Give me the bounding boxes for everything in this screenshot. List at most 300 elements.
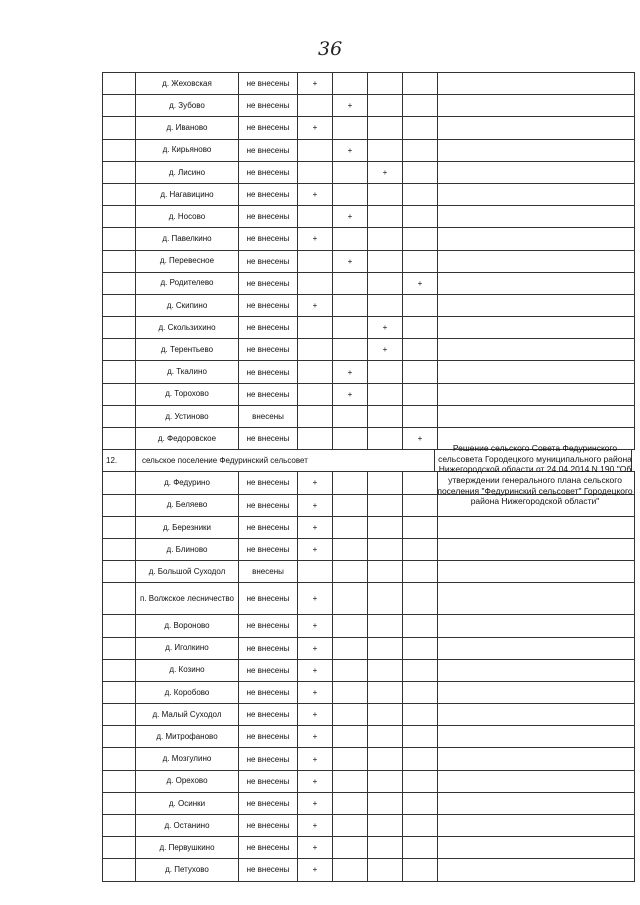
- document-cell: [437, 206, 635, 227]
- settlement-name: д. Орехово: [135, 771, 238, 792]
- row-number-cell: [102, 748, 135, 769]
- row-number-cell: [102, 95, 135, 116]
- document-cell: [437, 726, 635, 747]
- mark-cell: [297, 384, 332, 405]
- table-row: [102, 660, 635, 682]
- status-cell: не внесены: [238, 748, 297, 769]
- document-cell: [437, 73, 635, 94]
- row-number-cell: [102, 339, 135, 360]
- mark-cell: +: [297, 859, 332, 880]
- mark-cell: [402, 704, 437, 725]
- mark-cell: [297, 339, 332, 360]
- page-number: 36: [318, 38, 343, 60]
- mark-cell: [402, 771, 437, 792]
- row-number-cell: [102, 384, 135, 405]
- document-cell: [437, 95, 635, 116]
- document-cell: [437, 317, 635, 338]
- mark-cell: [367, 793, 402, 814]
- mark-cell: [367, 815, 402, 836]
- row-number-cell: [102, 228, 135, 249]
- mark-cell: +: [297, 583, 332, 614]
- settlement-name: д. Вороново: [135, 615, 238, 636]
- status-cell: не внесены: [238, 837, 297, 858]
- mark-cell: [332, 561, 367, 582]
- mark-cell: +: [332, 384, 367, 405]
- mark-cell: [332, 472, 367, 493]
- mark-cell: [367, 228, 402, 249]
- settlement-name: д. Терентьево: [135, 339, 238, 360]
- row-number-cell: [102, 815, 135, 836]
- mark-cell: [332, 704, 367, 725]
- mark-cell: +: [297, 748, 332, 769]
- row-number-cell: [102, 539, 135, 560]
- mark-cell: [297, 273, 332, 294]
- settlement-name: д. Первушкино: [135, 837, 238, 858]
- mark-cell: [367, 140, 402, 161]
- status-cell: не внесены: [238, 251, 297, 272]
- settlement-name: д. Родителево: [135, 273, 238, 294]
- status-cell: не внесены: [238, 140, 297, 161]
- mark-cell: [402, 815, 437, 836]
- table-row: [102, 73, 635, 95]
- settlement-name: д. Лисино: [135, 162, 238, 183]
- settlement-name: д. Коробово: [135, 682, 238, 703]
- document-cell: [437, 117, 635, 138]
- row-number-cell: [102, 273, 135, 294]
- mark-cell: [367, 539, 402, 560]
- mark-cell: +: [297, 517, 332, 538]
- mark-cell: [367, 748, 402, 769]
- row-number-cell: [102, 406, 135, 427]
- mark-cell: [402, 793, 437, 814]
- settlement-name: д. Федоровское: [135, 428, 238, 449]
- mark-cell: +: [402, 428, 437, 449]
- row-number-cell: [102, 251, 135, 272]
- mark-cell: [332, 682, 367, 703]
- mark-cell: +: [297, 815, 332, 836]
- table-row: [102, 748, 635, 770]
- mark-cell: [297, 317, 332, 338]
- mark-cell: [367, 561, 402, 582]
- row-number-cell: [102, 317, 135, 338]
- table-row: [102, 251, 635, 273]
- settlement-name: д. Иваново: [135, 117, 238, 138]
- settlement-name: д. Скользихино: [135, 317, 238, 338]
- document-cell: [437, 704, 635, 725]
- status-cell: не внесены: [238, 184, 297, 205]
- mark-cell: [367, 95, 402, 116]
- section-number: 12.: [102, 450, 135, 471]
- row-number-cell: [102, 561, 135, 582]
- settlement-name: д. Скипино: [135, 295, 238, 316]
- table-row: [102, 140, 635, 162]
- mark-cell: [402, 837, 437, 858]
- settlement-name: д. Павелкино: [135, 228, 238, 249]
- document-cell: [437, 660, 635, 681]
- mark-cell: [367, 184, 402, 205]
- table-row: [102, 406, 635, 428]
- mark-cell: [332, 859, 367, 880]
- mark-cell: [402, 117, 437, 138]
- mark-cell: [332, 273, 367, 294]
- table-row: [102, 815, 635, 837]
- mark-cell: [402, 361, 437, 382]
- mark-cell: [332, 638, 367, 659]
- table-row: [102, 295, 635, 317]
- status-cell: не внесены: [238, 295, 297, 316]
- document-cell: [437, 859, 635, 880]
- status-cell: внесены: [238, 406, 297, 427]
- mark-cell: +: [297, 793, 332, 814]
- mark-cell: [367, 638, 402, 659]
- settlement-name: д. Перевесное: [135, 251, 238, 272]
- mark-cell: [297, 251, 332, 272]
- row-number-cell: [102, 726, 135, 747]
- row-number-cell: [102, 184, 135, 205]
- table-row: [102, 206, 635, 228]
- settlement-name: д. Большой Суходол: [135, 561, 238, 582]
- mark-cell: [367, 615, 402, 636]
- status-cell: не внесены: [238, 73, 297, 94]
- row-number-cell: [102, 517, 135, 538]
- status-cell: не внесены: [238, 317, 297, 338]
- table-row: [102, 117, 635, 139]
- status-cell: не внесены: [238, 206, 297, 227]
- mark-cell: [402, 859, 437, 880]
- mark-cell: [402, 206, 437, 227]
- row-number-cell: [102, 793, 135, 814]
- document-cell: [437, 517, 635, 538]
- row-number-cell: [102, 162, 135, 183]
- table-row: [102, 704, 635, 726]
- document-cell: [437, 339, 635, 360]
- settlement-name: д. Устиново: [135, 406, 238, 427]
- status-cell: не внесены: [238, 660, 297, 681]
- section-document-text: Решение сельского Совета Федуринского сельсовета Городецкого муниципального района Нижегородской области от 24.04.2014 N 190 "Об утверждении генерального плана сельского поселения "Федуринский сельсовет" Городецкого района Нижегородской области": [437, 443, 633, 507]
- mark-cell: +: [332, 361, 367, 382]
- mark-cell: +: [402, 273, 437, 294]
- mark-cell: [332, 517, 367, 538]
- settlement-name: д. Березники: [135, 517, 238, 538]
- mark-cell: +: [367, 339, 402, 360]
- table-row: [102, 682, 635, 704]
- mark-cell: +: [367, 317, 402, 338]
- mark-cell: [332, 815, 367, 836]
- mark-cell: +: [297, 704, 332, 725]
- document-cell: [437, 638, 635, 659]
- row-number-cell: [102, 583, 135, 614]
- mark-cell: [402, 615, 437, 636]
- table-row: [102, 771, 635, 793]
- document-cell: [437, 228, 635, 249]
- mark-cell: +: [332, 95, 367, 116]
- mark-cell: +: [297, 539, 332, 560]
- status-cell: не внесены: [238, 228, 297, 249]
- mark-cell: [367, 682, 402, 703]
- settlement-name: д. Беляево: [135, 495, 238, 516]
- settlement-name: д. Нагавицино: [135, 184, 238, 205]
- mark-cell: [332, 539, 367, 560]
- table-row: [102, 561, 635, 583]
- mark-cell: [402, 140, 437, 161]
- table-row: [102, 273, 635, 295]
- bottom-rows-group: [102, 472, 635, 881]
- status-cell: не внесены: [238, 273, 297, 294]
- status-cell: не внесены: [238, 638, 297, 659]
- mark-cell: [332, 428, 367, 449]
- mark-cell: +: [297, 638, 332, 659]
- row-number-cell: [102, 682, 135, 703]
- table-row: [102, 361, 635, 383]
- mark-cell: [367, 206, 402, 227]
- row-number-cell: [102, 837, 135, 858]
- document-cell: [437, 682, 635, 703]
- mark-cell: +: [297, 295, 332, 316]
- mark-cell: [367, 295, 402, 316]
- mark-cell: [332, 184, 367, 205]
- mark-cell: [297, 428, 332, 449]
- mark-cell: [367, 73, 402, 94]
- mark-cell: [402, 638, 437, 659]
- row-number-cell: [102, 73, 135, 94]
- mark-cell: [332, 117, 367, 138]
- document-cell: [437, 561, 635, 582]
- row-number-cell: [102, 771, 135, 792]
- status-cell: не внесены: [238, 95, 297, 116]
- table-row: [102, 517, 635, 539]
- table-row: [102, 793, 635, 815]
- mark-cell: +: [297, 771, 332, 792]
- table-row: [102, 184, 635, 206]
- table-row: [102, 638, 635, 660]
- document-cell: [437, 162, 635, 183]
- mark-cell: [367, 428, 402, 449]
- mark-cell: [402, 162, 437, 183]
- mark-cell: +: [297, 117, 332, 138]
- mark-cell: [332, 748, 367, 769]
- settlement-name: п. Волжское лесничество: [135, 583, 238, 614]
- table-row: [102, 615, 635, 637]
- document-cell: [437, 295, 635, 316]
- status-cell: не внесены: [238, 815, 297, 836]
- mark-cell: [402, 406, 437, 427]
- status-cell: не внесены: [238, 495, 297, 516]
- mark-cell: [297, 361, 332, 382]
- mark-cell: +: [297, 660, 332, 681]
- row-number-cell: [102, 361, 135, 382]
- mark-cell: [297, 95, 332, 116]
- status-cell: не внесены: [238, 771, 297, 792]
- mark-cell: [367, 273, 402, 294]
- document-cell: [437, 361, 635, 382]
- settlement-name: д. Торохово: [135, 384, 238, 405]
- mark-cell: [367, 859, 402, 880]
- status-cell: не внесены: [238, 726, 297, 747]
- document-cell: [437, 583, 635, 614]
- mark-cell: [402, 228, 437, 249]
- mark-cell: [367, 726, 402, 747]
- row-number-cell: [102, 117, 135, 138]
- table-row: [102, 162, 635, 184]
- mark-cell: [367, 117, 402, 138]
- settlement-name: д. Останино: [135, 815, 238, 836]
- document-cell: [437, 771, 635, 792]
- mark-cell: [367, 406, 402, 427]
- status-cell: не внесены: [238, 517, 297, 538]
- status-cell: не внесены: [238, 361, 297, 382]
- mark-cell: [367, 251, 402, 272]
- mark-cell: [402, 73, 437, 94]
- row-number-cell: [102, 704, 135, 725]
- mark-cell: [367, 517, 402, 538]
- document-cell: [437, 184, 635, 205]
- mark-cell: [402, 95, 437, 116]
- table-row: [102, 317, 635, 339]
- row-number-cell: [102, 206, 135, 227]
- mark-cell: [367, 384, 402, 405]
- settlement-name: д. Блиново: [135, 539, 238, 560]
- status-cell: не внесены: [238, 583, 297, 614]
- mark-cell: +: [297, 73, 332, 94]
- status-cell: не внесены: [238, 793, 297, 814]
- status-cell: не внесены: [238, 428, 297, 449]
- settlement-name: д. Малый Суходол: [135, 704, 238, 725]
- mark-cell: [402, 251, 437, 272]
- row-number-cell: [102, 615, 135, 636]
- mark-cell: [402, 561, 437, 582]
- row-number-cell: [102, 472, 135, 493]
- mark-cell: [402, 317, 437, 338]
- mark-cell: +: [332, 251, 367, 272]
- row-number-cell: [102, 140, 135, 161]
- settlement-name: д. Осинки: [135, 793, 238, 814]
- settlement-name: д. Жеховская: [135, 73, 238, 94]
- document-cell: [437, 748, 635, 769]
- mark-cell: [332, 615, 367, 636]
- mark-cell: [402, 539, 437, 560]
- table-row: [102, 837, 635, 859]
- mark-cell: +: [297, 837, 332, 858]
- mark-cell: [402, 384, 437, 405]
- mark-cell: [332, 837, 367, 858]
- status-cell: внесены: [238, 561, 297, 582]
- mark-cell: [332, 162, 367, 183]
- settlement-name: д. Мозгулино: [135, 748, 238, 769]
- document-cell: [437, 273, 635, 294]
- document-cell: [437, 140, 635, 161]
- mark-cell: [297, 140, 332, 161]
- row-number-cell: [102, 495, 135, 516]
- mark-cell: +: [297, 682, 332, 703]
- mark-cell: [367, 472, 402, 493]
- mark-cell: [402, 748, 437, 769]
- mark-cell: [297, 406, 332, 427]
- settlement-name: д. Иголкино: [135, 638, 238, 659]
- mark-cell: +: [367, 162, 402, 183]
- table-row: [102, 384, 635, 406]
- document-cell: [437, 793, 635, 814]
- status-cell: не внесены: [238, 704, 297, 725]
- mark-cell: [402, 495, 437, 516]
- mark-cell: [367, 771, 402, 792]
- mark-cell: [332, 771, 367, 792]
- table-row: [102, 583, 635, 615]
- row-number-cell: [102, 428, 135, 449]
- status-cell: не внесены: [238, 162, 297, 183]
- mark-cell: [367, 583, 402, 614]
- settlement-name: д. Зубово: [135, 95, 238, 116]
- mark-cell: +: [332, 206, 367, 227]
- mark-cell: [297, 206, 332, 227]
- mark-cell: [367, 361, 402, 382]
- table-row: [102, 228, 635, 250]
- row-number-cell: [102, 295, 135, 316]
- mark-cell: [332, 583, 367, 614]
- mark-cell: +: [297, 495, 332, 516]
- status-cell: не внесены: [238, 472, 297, 493]
- mark-cell: +: [297, 726, 332, 747]
- document-cell: [437, 406, 635, 427]
- mark-cell: [332, 406, 367, 427]
- section-name: сельское поселение Федуринский сельсовет: [135, 450, 434, 471]
- status-cell: не внесены: [238, 384, 297, 405]
- mark-cell: [367, 837, 402, 858]
- mark-cell: [297, 162, 332, 183]
- mark-cell: [332, 793, 367, 814]
- document-cell: [437, 384, 635, 405]
- table-row: [102, 859, 635, 881]
- settlement-name: д. Носово: [135, 206, 238, 227]
- settlement-name: д. Петухово: [135, 859, 238, 880]
- mark-cell: +: [297, 228, 332, 249]
- row-number-cell: [102, 638, 135, 659]
- document-cell: [437, 615, 635, 636]
- status-cell: не внесены: [238, 682, 297, 703]
- mark-cell: [332, 317, 367, 338]
- mark-cell: [402, 339, 437, 360]
- status-cell: не внесены: [238, 339, 297, 360]
- mark-cell: +: [297, 472, 332, 493]
- status-cell: не внесены: [238, 117, 297, 138]
- mark-cell: [297, 561, 332, 582]
- mark-cell: [332, 660, 367, 681]
- settlement-name: д. Ткалино: [135, 361, 238, 382]
- mark-cell: +: [297, 184, 332, 205]
- mark-cell: [402, 660, 437, 681]
- mark-cell: [402, 295, 437, 316]
- mark-cell: [402, 517, 437, 538]
- mark-cell: [367, 660, 402, 681]
- mark-cell: [367, 495, 402, 516]
- status-cell: не внесены: [238, 859, 297, 880]
- settlement-name: д. Федурино: [135, 472, 238, 493]
- mark-cell: [332, 295, 367, 316]
- mark-cell: [402, 682, 437, 703]
- status-cell: не внесены: [238, 539, 297, 560]
- table-row: [102, 726, 635, 748]
- status-cell: не внесены: [238, 615, 297, 636]
- row-number-cell: [102, 859, 135, 880]
- mark-cell: [402, 184, 437, 205]
- table-row: [102, 95, 635, 117]
- mark-cell: [332, 495, 367, 516]
- mark-cell: [402, 583, 437, 614]
- document-cell: [437, 251, 635, 272]
- settlement-name: д. Митрофаново: [135, 726, 238, 747]
- mark-cell: [332, 228, 367, 249]
- mark-cell: [402, 726, 437, 747]
- mark-cell: +: [297, 615, 332, 636]
